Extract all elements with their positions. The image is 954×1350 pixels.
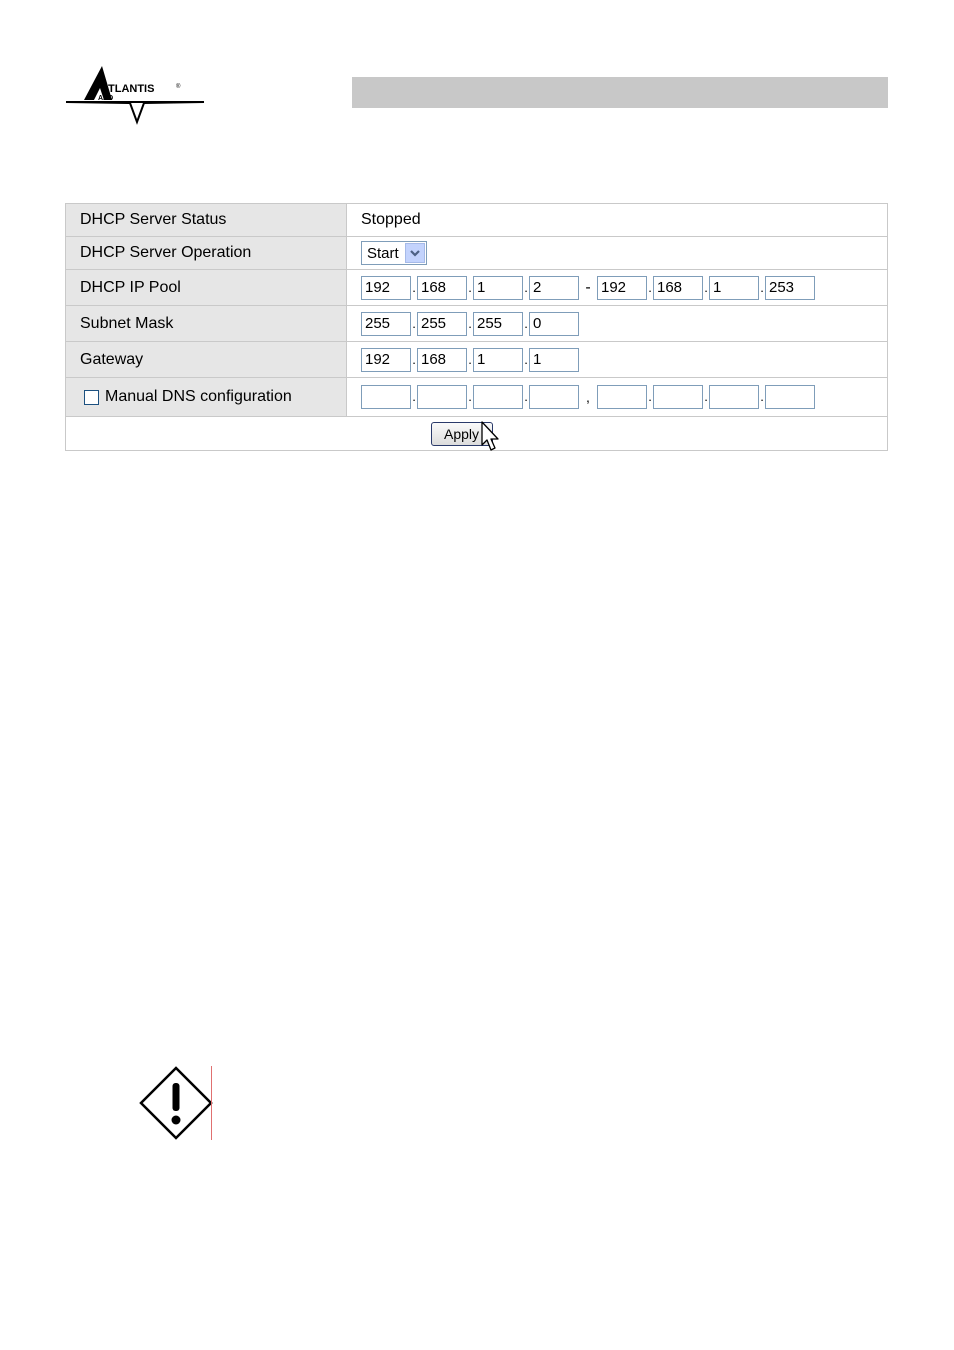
server-operation-label: DHCP Server Operation	[66, 237, 347, 270]
subnet-octet-2[interactable]	[417, 312, 467, 336]
gateway-octet-4[interactable]	[529, 348, 579, 372]
dns-secondary-octet-3[interactable]	[709, 385, 759, 409]
warning-divider	[211, 1066, 212, 1140]
server-status-label: DHCP Server Status	[66, 204, 347, 237]
logo-registered: ®	[176, 84, 181, 90]
dns-primary-octet-3[interactable]	[473, 385, 523, 409]
pool-end-octet-4[interactable]	[765, 276, 815, 300]
warning-diamond-icon	[139, 1066, 213, 1140]
atlantis-logo	[64, 62, 206, 126]
pool-start-octet-3[interactable]	[473, 276, 523, 300]
dns-secondary-octet-4[interactable]	[765, 385, 815, 409]
dns-secondary-octet-1[interactable]	[597, 385, 647, 409]
dns-primary-octet-1[interactable]	[361, 385, 411, 409]
logo-text: TLANTIS	[108, 83, 155, 95]
manual-dns-label: Manual DNS configuration	[105, 388, 292, 405]
pool-range-separator: -	[585, 278, 591, 296]
dns-primary-octet-2[interactable]	[417, 385, 467, 409]
apply-button[interactable]: Apply	[431, 422, 493, 446]
pool-end-octet-2[interactable]	[653, 276, 703, 300]
row-ip-pool: DHCP IP Pool 192 . 168 . 1 . 2 - 192 . 168 . 1 . 253	[66, 270, 888, 306]
gateway-octet-3[interactable]	[473, 348, 523, 372]
subnet-octet-1[interactable]	[361, 312, 411, 336]
gateway-label: Gateway	[66, 342, 347, 378]
gateway-octet-1[interactable]	[361, 348, 411, 372]
row-gateway: Gateway 192 . 168 . 1 . 1	[66, 342, 888, 378]
row-server-operation	[66, 237, 888, 270]
row-server-status	[66, 204, 888, 237]
dns-separator: ,	[586, 389, 590, 405]
server-status-value: Stopped	[347, 204, 888, 237]
row-subnet-mask: Subnet Mask 255 . 255 . 255 . 0	[66, 306, 888, 342]
gateway-octet-2[interactable]	[417, 348, 467, 372]
chevron-down-icon[interactable]	[405, 243, 425, 263]
pool-start-octet-1[interactable]	[361, 276, 411, 300]
server-operation-select[interactable]	[361, 241, 427, 265]
ip-pool-label: DHCP IP Pool	[66, 270, 347, 306]
subnet-octet-4[interactable]	[529, 312, 579, 336]
dhcp-settings-table	[65, 203, 888, 451]
subnet-mask-label: Subnet Mask	[66, 306, 347, 342]
pool-start-octet-2[interactable]	[417, 276, 467, 300]
row-apply	[66, 417, 888, 451]
logo-subtext: AND	[98, 95, 114, 102]
subnet-octet-3[interactable]	[473, 312, 523, 336]
pool-start-octet-4[interactable]	[529, 276, 579, 300]
header-bar	[352, 77, 888, 108]
pool-end-octet-1[interactable]	[597, 276, 647, 300]
pool-end-octet-3[interactable]	[709, 276, 759, 300]
dns-secondary-octet-2[interactable]	[653, 385, 703, 409]
manual-dns-checkbox[interactable]	[84, 390, 99, 405]
row-manual-dns: Manual DNS configuration . . . , . . .	[66, 378, 888, 417]
mouse-pointer-icon	[481, 421, 501, 453]
server-operation-selected: Start	[367, 244, 399, 262]
dns-primary-octet-4[interactable]	[529, 385, 579, 409]
